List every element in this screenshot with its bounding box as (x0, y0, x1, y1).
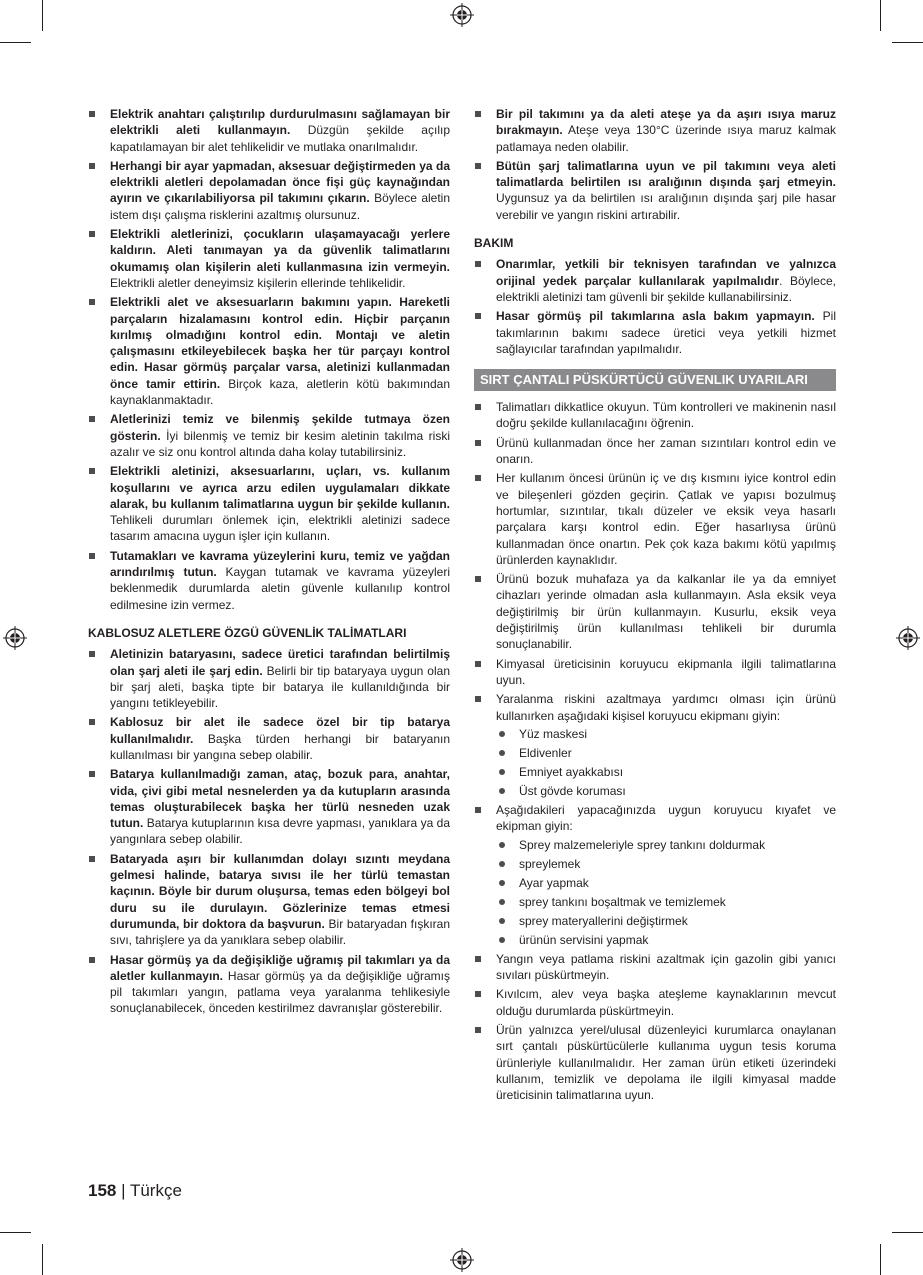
footer-separator: | (116, 1181, 130, 1200)
ppe-item: Yüz maskesi (496, 726, 836, 742)
task-item: ürünün servisini yapmak (496, 932, 836, 948)
page-footer (88, 1181, 182, 1201)
list-item: Elektrikli aletlerinizi, çocukların ulaşamayacağı yerlere kaldırın. Aleti tanımayan ya da güvenlik talimatlarını okumamış olan kişilerin aleti kullanmasına izin vermeyin. Elektrikli aletler deneyimsiz kişilerin ellerinde tehlikelidir. (88, 226, 450, 291)
crop-mark (0, 1232, 31, 1233)
task-item: Sprey malzemeleriyle sprey tankını doldurmak (496, 837, 836, 853)
list-item: Kablosuz bir alet ile sadece özel bir tip batarya kullanılmalıdır. Başka türden herhangi bir bataryanın kullanılması bir yangına sebep olabilir. (88, 714, 450, 763)
tasks-intro: Aşağıdakileri yapacağınızda uygun koruyucu kıyafet ve ekipman giyin: (496, 803, 836, 834)
list-item: Tutamakları ve kavrama yüzeylerini kuru, temiz ve yağdan arındırılmış tutun. Kaygan tutamak ve kavrama yüzeyleri beklenmedik durumlarda aletin güvenle kullanılıp kontrol edilmesine izin vermez. (88, 548, 450, 613)
registration-mark-icon (450, 3, 474, 27)
section-heading-maintenance: BAKIM (474, 236, 514, 251)
list-item: Elektrik anahtarı çalıştırılıp durdurulmasını sağlamayan bir elektrikli aleti kullanmayın. Düzgün şekilde açılıp kapatılamayan bir alet tehlikelidir ve mutlaka onarılmalıdır. (88, 106, 450, 155)
list-item: Onarımlar, yetkili bir teknisyen tarafından ve yalnızca orijinal yedek parçalar kullanılarak yapılmalıdır. Böylece, elektrikli aletinizi tam güvenli bir şekilde kullanabilirsiniz. (474, 256, 836, 305)
task-item: sprey materyallerini değiştirmek (496, 913, 836, 929)
maintenance-list (474, 256, 836, 357)
crop-mark (880, 0, 881, 31)
list-item: Herhangi bir ayar yapmadan, aksesuar değiştirmeden ya da elektrikli aletleri depolamadan önce fişi güç kaynağından ayırın ve çıkarılabiliyorsa pil takımını çıkarın. Böylece aletin istem dışı çalışma risklerini azaltmış olursunuz. (88, 158, 450, 223)
ppe-item: Eldivenler (496, 745, 836, 761)
list-item: Kimyasal üreticisinin koruyucu ekipmanla ilgili talimatlarına uyun. (474, 656, 836, 689)
list-item (474, 691, 836, 799)
list-item: Yangın veya patlama riskini azaltmak için gazolin gibi yanıcı sıvıları püskürtmeyin. (474, 951, 836, 984)
section-heading-cordless: KABLOSUZ ALETLERE ÖZGÜ GÜVENLİK TALİMATLARI (88, 625, 407, 640)
list-item: Bataryada aşırı bir kullanımdan dolayı sızıntı meydana gelmesi halinde, batarya sıvısı ile her türlü temastan kaçının. Böyle bir durum oluşursa, temas eden bölgeyi bol duru su ile durulayın. Gözlerinize temas etmesi durumunda, bir doktora da başvurun. Bir bataryadan fışkıran sıvı, tahrişlere ya da yanıklara sebep olabilir. (88, 851, 450, 949)
cordless-safety-list (88, 646, 450, 1017)
crop-mark (892, 1232, 923, 1233)
crop-mark (42, 0, 43, 31)
crop-mark (0, 42, 31, 43)
crop-mark (880, 1244, 881, 1275)
battery-safety-list (474, 106, 836, 223)
list-item: Talimatları dikkatlice okuyun. Tüm kontrolleri ve makinenin nasıl doğru şekilde kullanılacağını öğrenin. (474, 399, 836, 432)
task-item: sprey tankını boşaltmak ve temizlemek (496, 894, 836, 910)
ppe-list (496, 726, 836, 799)
list-item: Bütün şarj talimatlarına uyun ve pil takımını veya aleti talimatlarda belirtilen ısı aralığının dışında şarj etmeyin. Uygunsuz ya da belirtilen ısı aralığının dışında şarj pile hasar verebilir ve yangın riskini artırabilir. (474, 158, 836, 223)
list-item: Her kullanım öncesi ürünün iç ve dış kısmını iyice kontrol edin ve bileşenleri gözden geçirin. Çatlak ve yapısı bozulmuş hortumlar, sızıntılar, tıkalı düzeler ve eksik veya hasarlı parçalara karşı kontrol edin. Eğer hasarlıysa ürünü kullanmadan önce onartın. Pek çok kaza bakımı kötü yapılmış ürünlerden kaynaklıdır. (474, 470, 836, 568)
right-column (474, 106, 836, 1107)
task-item: Ayar yapmak (496, 875, 836, 891)
list-item: Hasar görmüş pil takımlarına asla bakım yapmayın. Pil takımlarının bakımı sadece üretici veya yetkili hizmet sağlayıcılar tarafından yapılmalıdır. (474, 308, 836, 357)
list-item: Ürünü bozuk muhafaza ya da kalkanlar ile ya da emniyet cihazları yerinde olmadan asla kullanmayın. Asla eksik veya değiştirilmiş bir ürün kullanmayın. Kusurlu, eksik veya değiştirilmiş ürün kullanılması tehlikeli bir durumla sonuçlanabilir. (474, 571, 836, 652)
list-item: Hasar görmüş ya da değişikliğe uğramış pil takımları ya da aletler kullanmayın. Hasar görmüş ya da değişikliğe uğramış pil takımları yangın, patlama veya yaralanma tehlikesiyle sonuçlanabilecek, önceden kestirilmez davranışlar gösterebilir. (88, 952, 450, 1017)
list-item: Kıvılcım, alev veya başka ateşleme kaynaklarının mevcut olduğu durumlarda püskürtmeyin. (474, 986, 836, 1019)
left-column (88, 106, 450, 1020)
sprayer-warnings-list (474, 399, 836, 1103)
list-item: Batarya kullanılmadığı zaman, ataç, bozuk para, anahtar, vida, çivi gibi metal nesnelerden ya da kutupların arasında temas oluşturabilecek başka her türlü nesneden uzak tutun. Batarya kutuplarının kısa devre yapması, yanıklara ya da yangınlara sebep olabilir. (88, 766, 450, 847)
section-band-sprayer-warnings: SIRT ÇANTALI PÜSKÜRTÜCÜ GÜVENLIK UYARILARI (474, 369, 836, 391)
ppe-intro: Yaralanma riskini azaltmaya yardımcı olması için ürünü kullanırken aşağıdaki kişisel koruyucu ekipmanı giyin: (496, 692, 836, 723)
task-item: spreylemek (496, 856, 836, 872)
list-item: Bir pil takımını ya da aleti ateşe ya da aşırı ısıya maruz bırakmayın. Ateşe veya 130°C üzerinde ısıya maruz kalmak patlamaya neden olabilir. (474, 106, 836, 155)
tool-use-safety-list (88, 106, 450, 613)
crop-mark (42, 1244, 43, 1275)
page-number: 158 (88, 1181, 117, 1200)
list-item: Elektrikli aletinizi, aksesuarlarını, uçları, vs. kullanım koşullarını ve ayrıca arzu edilen uygulamaları dikkate alarak, bu kullanım talimatlarına uygun bir şekilde kullanın. Tehlikeli durumları önlemek için, elektrikli aletinizi sadece tasarım amacına uygun işler için kullanın. (88, 463, 450, 544)
list-item: Aletinizin bataryasını, sadece üretici tarafından belirtilmiş olan şarj aleti ile şarj edin. Belirli bir tip bataryaya uygun olan bir şarj aleti, başka tipte bir batarya ile kullanıldığında bir yangını tetikleyebilir. (88, 646, 450, 711)
registration-mark-icon (896, 626, 920, 650)
list-item: Ürünü kullanmadan önce her zaman sızıntıları kontrol edin ve onarın. (474, 435, 836, 468)
registration-mark-icon (450, 1248, 474, 1272)
tasks-list (496, 837, 836, 948)
crop-mark (892, 42, 923, 43)
list-item: Ürün yalnızca yerel/ulusal düzenleyici kurumlarca onaylanan sırt çantalı püskürtücülerle kullanıma uygun tesis koruma ürünleriyle kullanılmalıdır. Her zaman ürün etiketi üzerindeki kullanım, temizlik ve depolama ile ilgili kimyasal madde üreticisinin talimatlarına uyun. (474, 1022, 836, 1103)
ppe-item: Üst gövde koruması (496, 783, 836, 799)
list-item: Aletlerinizi temiz ve bilenmiş şekilde tutmaya özen gösterin. İyi bilenmiş ve temiz bir kesim aletinin takılma riski azalır ve siz onu kontrol altında daha kolay tutabilirsiniz. (88, 411, 450, 460)
registration-mark-icon (3, 626, 27, 650)
list-item (474, 802, 836, 948)
list-item: Elektrikli alet ve aksesuarların bakımını yapın. Hareketli parçaların hizalamasını kontrol edin. Hiçbir parçanın kırılmış olmadığını kontrol edin. Montajı ve aletin çalışmasını etkileyebilecek başka her tür parçayı kontrol edin. Hasar görmüş parçalar varsa, aletinizi kullanmadan önce tamir ettirin. Birçok kaza, aletlerin kötü bakımından kaynaklanmaktadır. (88, 294, 450, 408)
footer-language: Türkçe (129, 1181, 182, 1200)
ppe-item: Emniyet ayakkabısı (496, 764, 836, 780)
